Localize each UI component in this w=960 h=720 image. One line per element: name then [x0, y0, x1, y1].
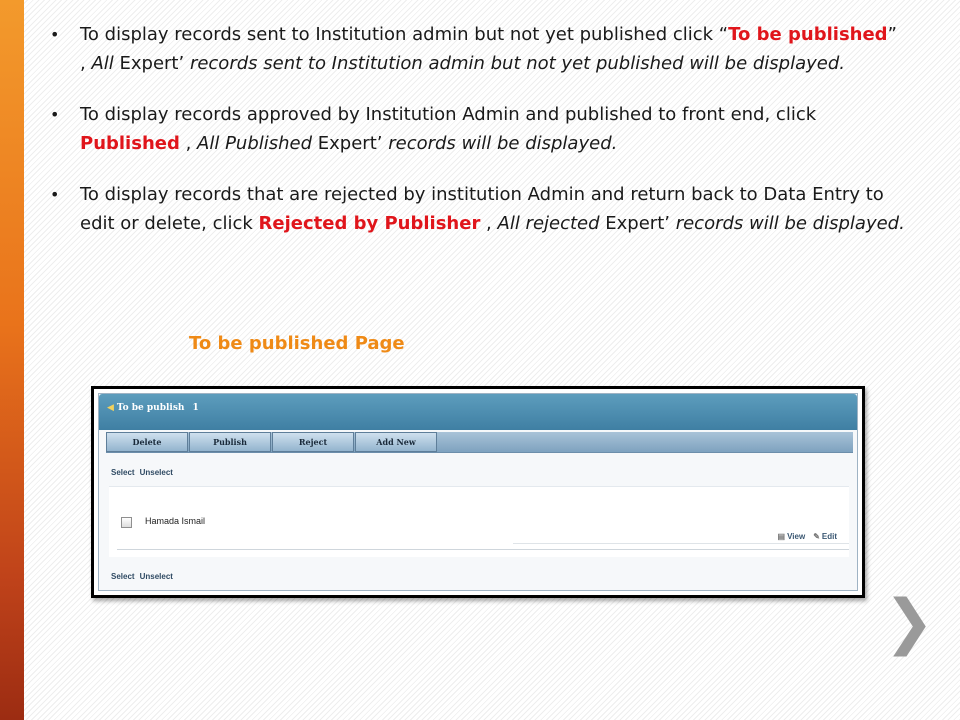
page-caption: To be published Page — [189, 333, 405, 354]
bullet-text: , — [480, 213, 498, 234]
bullet-text-italic: All rejected — [497, 213, 606, 234]
publish-button[interactable]: Publish — [189, 432, 271, 452]
decorative-side-bar — [0, 0, 24, 720]
bullet-text: To display records approved by Institution Admin and published to front end, click — [80, 104, 817, 125]
panel-title-text: To be publish — [116, 403, 185, 413]
divider — [513, 543, 849, 544]
rejected-by-publisher-link[interactable]: Rejected by Publisher — [258, 213, 481, 234]
view-label: View — [787, 532, 806, 541]
view-icon: ▤ — [777, 532, 786, 541]
published-link[interactable]: Published — [80, 133, 180, 154]
edit-label: Edit — [821, 532, 837, 541]
panel-header — [99, 394, 857, 430]
bullet-text-italic: All Published — [197, 133, 318, 154]
record-name: Hamada Ismail — [145, 516, 206, 526]
next-slide-arrow-icon[interactable]: ❯ — [884, 587, 935, 657]
divider — [117, 549, 849, 550]
embedded-screenshot — [91, 386, 865, 598]
bullet-item-to-be-published — [48, 20, 908, 78]
bullet-text: To display records that are rejected by institution Admin and return back to Data Entry to edit or delete, click — [80, 184, 884, 234]
bullet-text: , — [179, 133, 198, 154]
record-checkbox[interactable] — [121, 517, 132, 528]
unselect-all-link[interactable]: Unselect — [139, 572, 173, 581]
record-list — [109, 486, 849, 557]
slide-body — [48, 20, 908, 260]
publish-panel — [98, 393, 858, 591]
bullet-item-published — [48, 100, 908, 158]
pencil-icon: ✎ — [813, 532, 820, 541]
panel-count: 1 — [192, 403, 199, 413]
bullet-text-italic: records will be displayed. — [382, 133, 618, 154]
delete-button[interactable]: Delete — [106, 432, 188, 452]
add-new-button[interactable]: Add New — [355, 432, 437, 452]
select-bar-top — [111, 468, 178, 477]
select-all-link[interactable]: Select — [111, 468, 135, 477]
bullet-text-italic: All — [91, 53, 120, 74]
bullet-text: ” , — [80, 24, 897, 74]
panel-title — [107, 403, 199, 413]
bullet-item-rejected — [48, 180, 908, 238]
unselect-all-link[interactable]: Unselect — [139, 468, 173, 477]
record-actions — [770, 532, 837, 541]
bullet-text-italic: records sent to Institution admin but not yet published will be displayed. — [184, 53, 846, 74]
bullet-list — [48, 20, 908, 238]
bullet-text: Expert’ — [605, 213, 670, 234]
bullet-text: Expert’ — [317, 133, 383, 154]
bell-icon: ◀ — [107, 403, 114, 413]
to-be-published-link[interactable]: To be published — [728, 24, 888, 45]
reject-button[interactable]: Reject — [272, 432, 354, 452]
view-action[interactable] — [778, 532, 806, 541]
toolbar — [106, 432, 853, 453]
bullet-text: Expert’ — [119, 53, 185, 74]
bullet-text-italic: records will be displayed. — [669, 213, 905, 234]
select-all-link[interactable]: Select — [111, 572, 135, 581]
bullet-text: To display records sent to Institution admin but not yet published click “ — [80, 24, 729, 45]
select-bar-bottom — [111, 572, 178, 581]
edit-action[interactable] — [813, 532, 837, 541]
